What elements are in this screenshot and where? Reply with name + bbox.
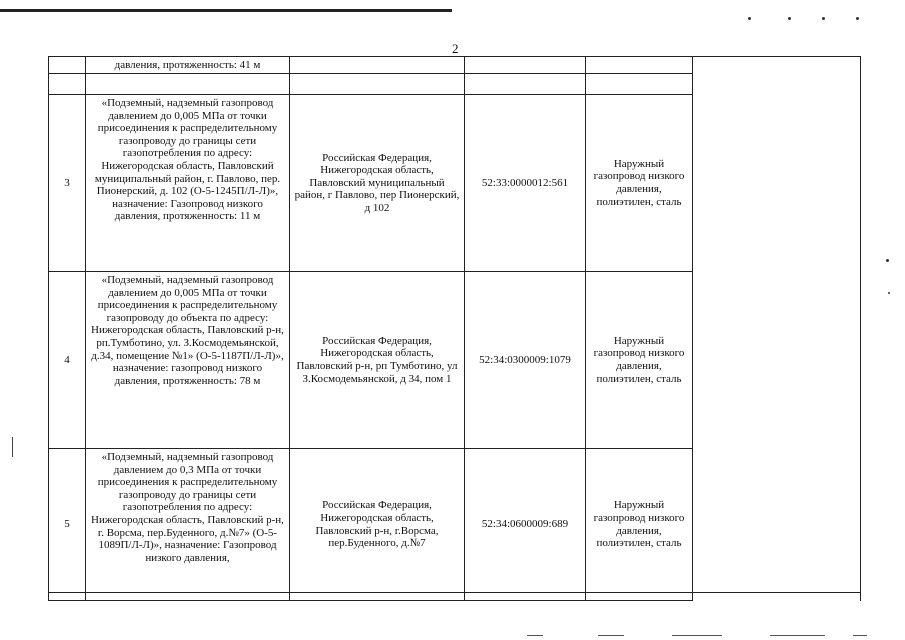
gap-cell [290, 74, 465, 95]
object-name: «Подземный, надземный газопровод давлением до 0,005 МПа от точки присоединения к распределительному газопроводу до границы сети газопотребления по адресу: Нижегородская область, Павловский муниципальный район, г. Павлово, пер. Пионерский, д. 102 (О-5-1245П/Л-Л)», назначение: Газопровод низкого давления, протяженность: 11 м [86, 95, 290, 272]
row-number: 3 [49, 95, 86, 272]
scan-artifact-line [672, 635, 722, 636]
object-type: Наружный газопровод низкого давления, полиэтилен, сталь [586, 272, 693, 449]
scan-speck [886, 259, 889, 262]
object-address: Российская Федерация, Нижегородская область, Павловский муниципальный район, г Павлово, пер Пионерский, д 102 [290, 95, 465, 272]
type-cell [586, 57, 693, 74]
scan-top-edge [0, 6, 905, 16]
object-type: Наружный газопровод низкого давления, полиэтилен, сталь [586, 449, 693, 601]
cadastral-cell [465, 57, 586, 74]
page-number: 2 [452, 41, 459, 56]
gap-cell [465, 74, 586, 95]
cadastral-number: 52:34:0300009:1079 [465, 272, 586, 449]
table-bottom-border [48, 592, 860, 593]
scan-artifact-line [853, 635, 867, 636]
scan-artifact-line [527, 635, 543, 636]
gap-cell [586, 74, 693, 95]
scan-speck [788, 17, 791, 20]
row-number: 5 [49, 449, 86, 601]
scan-margin-mark [12, 437, 13, 457]
object-name: «Подземный, надземный газопровод давлением до 0,3 МПа от точки присоединения к распределительному газопроводу до границы сети газопотребления по адресу: Нижегородская область, Павловский р-н, г. Ворсма, пер.Буденного, д.№7» (О-5-1089П/Л-Л)», назначение: Газопровод низкого давления, [86, 449, 290, 601]
name-cell: давления, протяженность: 41 м [86, 57, 290, 74]
row-number: 4 [49, 272, 86, 449]
object-type: Наружный газопровод низкого давления, полиэтилен, сталь [586, 95, 693, 272]
cadastral-number: 52:34:0600009:689 [465, 449, 586, 601]
address-cell [290, 57, 465, 74]
cadastral-number: 52:33:0000012:561 [465, 95, 586, 272]
scan-speck [748, 17, 751, 20]
num-cell [49, 57, 86, 74]
scan-artifact-line [598, 635, 624, 636]
table-row-continuation [49, 57, 861, 74]
scan-speck [888, 292, 890, 294]
extra-cell [693, 57, 861, 601]
object-name: «Подземный, надземный газопровод давлением до 0,005 МПа от точки присоединения к распределительному газопроводу до объекта по адресу: Нижегородская область, Павловский р-н, рп.Тумботино, ул. З.Космодемьянской, д.34, помещение №1» (О-5-1187П/Л-Л)», назначение: газопровод низкого давления, протяженность: 78 м [86, 272, 290, 449]
gap-cell [49, 74, 86, 95]
scan-artifact-line [770, 635, 825, 636]
scan-speck [856, 17, 859, 20]
object-address: Российская Федерация, Нижегородская область, Павловский р-н, рп Тумботино, ул З.Космодемьянской, д 34, пом 1 [290, 272, 465, 449]
object-address: Российская Федерация, Нижегородская область, Павловский р-н, г.Ворсма, пер.Буденного, д.№7 [290, 449, 465, 601]
scan-speck [822, 17, 825, 20]
registry-table [48, 56, 861, 601]
gap-cell [86, 74, 290, 95]
scan-top-bar [0, 9, 452, 12]
